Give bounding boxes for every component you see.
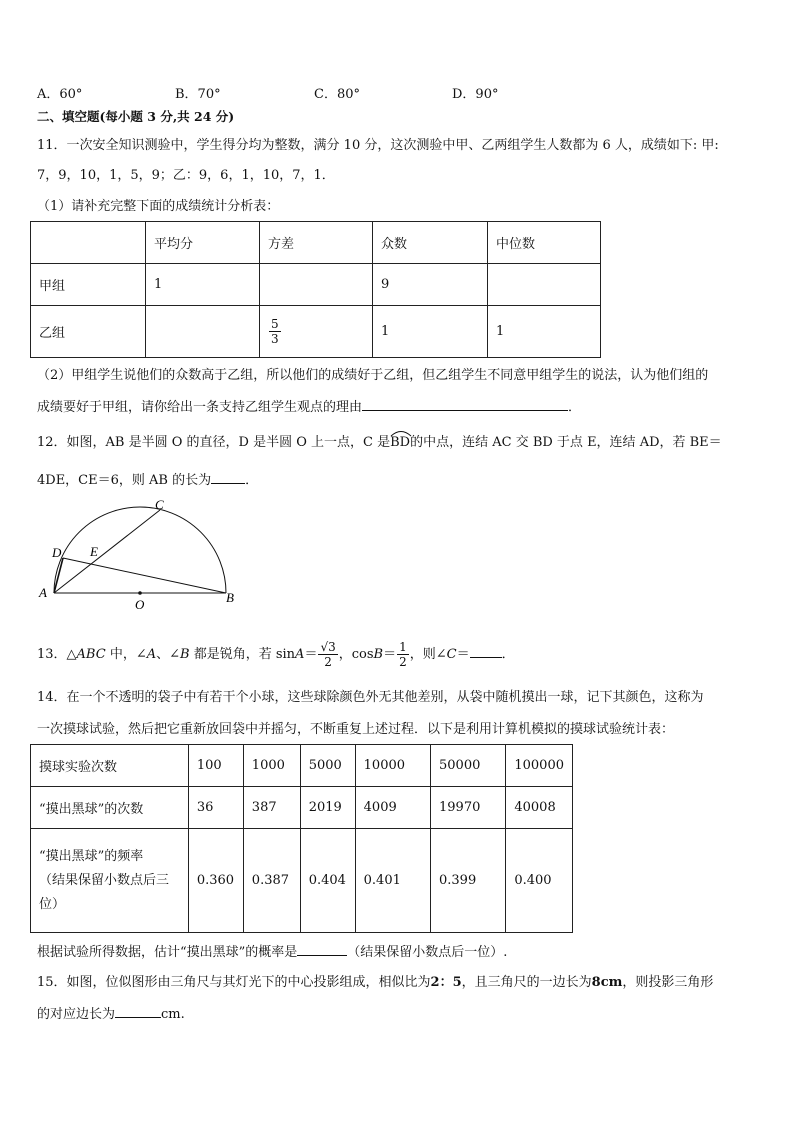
q15-text: ，则投影三角形: [622, 975, 714, 990]
table-cell: 0.360: [188, 829, 243, 933]
table-cell: 40008: [506, 787, 573, 829]
table-cell: 1000: [243, 745, 300, 787]
fraction-denominator: 2: [399, 655, 407, 669]
table-cell: 0.399: [431, 829, 506, 933]
var-abc: ABC: [76, 647, 106, 662]
q15-text: ，且三角尺的一边长为: [461, 975, 592, 990]
table-cell: 387: [243, 787, 300, 829]
table-cell: 0.400: [506, 829, 573, 933]
table-cell: 5000: [300, 745, 355, 787]
option-b: B．70°: [175, 87, 221, 102]
q12-text-b: 的中点，连结 AC 交 BD 于点 E，连结 AD，若 BE＝: [410, 435, 722, 450]
table-cell: 0.401: [355, 829, 430, 933]
semicircle-arc: [54, 507, 226, 593]
row-label: 乙组: [31, 306, 146, 358]
table-row: [31, 222, 601, 264]
trial-table: [30, 744, 573, 933]
q11-part2-line2: [37, 396, 581, 418]
fraction-numerator: 5: [271, 317, 279, 331]
table-cell: [260, 264, 373, 306]
q12-line1: [37, 433, 722, 453]
label-o: O: [135, 597, 145, 612]
answer-blank: [297, 941, 347, 956]
table-row: [31, 264, 601, 306]
length-value: 8cm: [591, 975, 623, 990]
fraction-1-over-2: [397, 640, 409, 669]
option-a: A．60°: [37, 87, 83, 102]
punctuation: ．: [568, 400, 582, 415]
table-cell: 0.404: [300, 829, 355, 933]
table-cell: [31, 222, 146, 264]
q14-text: 根据试验所得数据，估计“摸出黑球”的概率是: [37, 945, 298, 960]
table-cell: 9: [373, 264, 488, 306]
q14-after: [37, 941, 507, 963]
table-cell: 50000: [431, 745, 506, 787]
q14-text: （结果保留小数点后一位）.: [347, 945, 508, 960]
row-label-line: （结果保留小数点后三: [39, 872, 170, 888]
table-cell: [146, 306, 260, 358]
table-cell: 0.387: [243, 829, 300, 933]
fraction-sqrt3-over-2: [318, 640, 337, 669]
q11-part2-text: 成绩要好于甲组，请你给出一条支持乙组学生观点的理由: [37, 400, 363, 415]
label-e: E: [90, 544, 98, 559]
q15-text: 15．如图，位似图形由三角尺与其灯光下的中心投影组成，相似比为: [37, 975, 431, 990]
var-a: A: [295, 647, 305, 662]
row-label: 摸球实验次数: [31, 745, 189, 787]
q13-text: ＝: [304, 647, 318, 662]
answer-blank: [211, 469, 245, 484]
option-c: C．80°: [314, 87, 360, 102]
punctuation: ．: [245, 473, 259, 488]
var-a: A: [146, 647, 157, 662]
q13-text: ＝: [456, 647, 470, 662]
table-row: [31, 745, 573, 787]
table-cell: 4009: [355, 787, 430, 829]
fraction-denominator: 2: [324, 655, 332, 669]
table-cell: 1: [146, 264, 260, 306]
table-cell: 100: [188, 745, 243, 787]
table-row: [31, 306, 601, 358]
ratio-value: 2：5: [430, 975, 462, 990]
q13-text: ，则∠: [409, 647, 447, 662]
center-point: [138, 591, 142, 595]
row-label: “摸出黑球”的次数: [31, 787, 189, 829]
segment-ac: [54, 510, 160, 593]
unit-label: cm.: [161, 1007, 185, 1022]
label-b: B: [226, 590, 234, 605]
table-cell: 10000: [355, 745, 430, 787]
q13-text: 中，∠: [105, 647, 147, 662]
answer-blank: [115, 1003, 161, 1018]
fraction-numerator: 1: [399, 640, 407, 654]
segment-db: [63, 558, 226, 593]
row-label-line: “摸出黑球”的频率: [39, 848, 144, 864]
variance-fraction: [269, 317, 281, 346]
q15-line1: [37, 973, 713, 993]
q11-line1: 11．一次安全知识测验中，学生得分均为整数，满分 10 分，这次测验中甲、乙两组学生人数都为 6 人，成绩如下: 甲:: [37, 138, 719, 153]
section-heading: 二、填空题(每小题 3 分,共 24 分): [37, 109, 235, 124]
table-cell: 1: [373, 306, 488, 358]
arc-label: BD: [390, 435, 411, 450]
q13-text: 都是锐角，若 sin: [189, 647, 296, 662]
q11-part2-line1: （2）甲组学生说他们的众数高于乙组，所以他们的成绩好于乙组，但乙组学生不同意甲组学生的说法，认为他们组的: [37, 368, 709, 383]
q12-text-c: 4DE，CE＝6，则 AB 的长为: [37, 473, 212, 488]
option-d: D．90°: [452, 87, 499, 102]
table-cell: [488, 264, 601, 306]
q14-line2: 一次摸球试验，然后把它重新放回袋中并摇匀，不断重复上述过程．以下是利用计算机模拟的摸球试验统计表：: [37, 722, 675, 737]
table-row: [31, 829, 573, 933]
q13-line: [37, 640, 515, 669]
label-d: D: [52, 545, 62, 560]
table-cell: [260, 306, 373, 358]
q11-line2: 7，9，10，1，5，9；乙：9，6，1，10，7，1．: [37, 168, 335, 183]
var-c: C: [446, 647, 457, 662]
table-cell: 100000: [506, 745, 573, 787]
table-cell: 36: [188, 787, 243, 829]
label-c: C: [155, 497, 164, 512]
q13-text: 13．△: [37, 647, 77, 662]
row-label: [31, 829, 189, 933]
answer-blank: [470, 643, 502, 658]
fraction-numerator: √3: [320, 640, 336, 654]
q15-line2: [37, 1003, 185, 1025]
q12-text-a: 12．如图，AB 是半圆 O 的直径，D 是半圆 O 上一点，C 是: [37, 435, 391, 450]
score-table: [30, 221, 601, 358]
punctuation: ．: [501, 647, 515, 662]
table-cell: 2019: [300, 787, 355, 829]
table-cell: 1: [488, 306, 601, 358]
semicircle-figure: [34, 496, 244, 612]
q13-text: ，cos: [338, 647, 374, 662]
q14-line1: 14．在一个不透明的袋子中有若干个小球，这些球除颜色外无其他差别，从袋中随机摸出一球，记下其颜色，这称为: [37, 690, 704, 705]
table-header: 众数: [373, 222, 488, 264]
row-label-line: 位）: [39, 896, 66, 912]
fraction-denominator: 3: [271, 332, 279, 346]
row-label: 甲组: [31, 264, 146, 306]
q13-text: 、∠: [156, 647, 181, 662]
q11-part1: （1）请补充完整下面的成绩统计分析表：: [37, 199, 280, 214]
table-row: [31, 787, 573, 829]
table-header: 方差: [260, 222, 373, 264]
table-cell: 19970: [431, 787, 506, 829]
label-a: A: [39, 585, 47, 600]
table-header: 平均分: [146, 222, 260, 264]
q15-text: 的对应边长为: [37, 1007, 116, 1022]
table-header: 中位数: [488, 222, 601, 264]
var-b: B: [373, 647, 384, 662]
arc-bd: [390, 433, 410, 453]
q12-line2: [37, 469, 258, 491]
q13-text: ＝: [383, 647, 397, 662]
answer-blank: [362, 396, 568, 411]
arc-mark-icon: [390, 429, 412, 437]
var-b: B: [180, 647, 190, 662]
